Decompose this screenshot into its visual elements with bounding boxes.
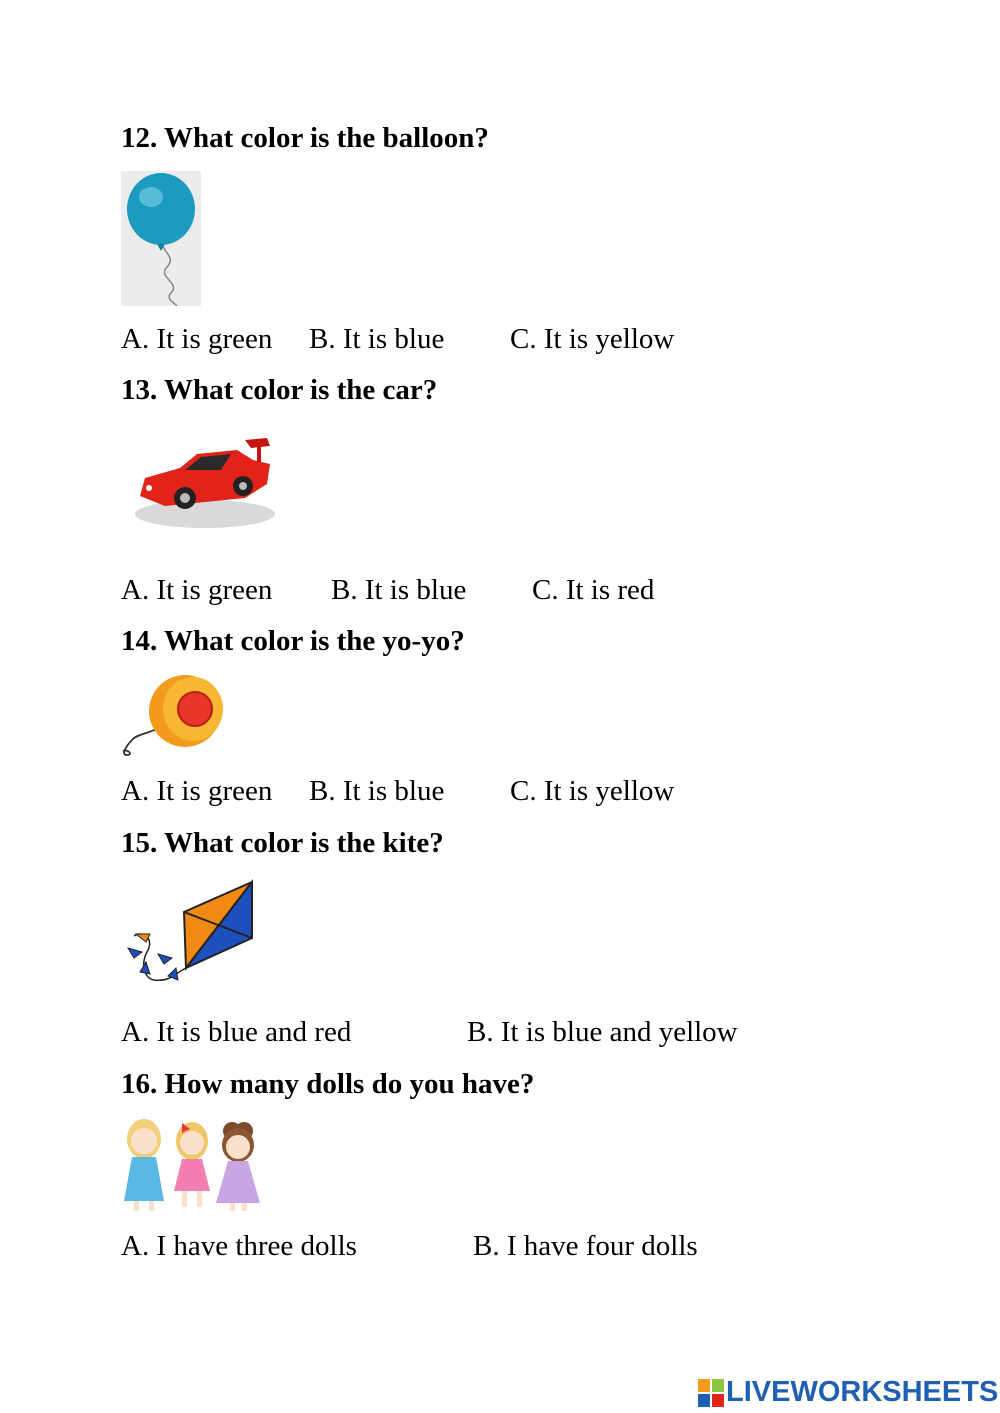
yoyo-image [119,673,229,761]
question-14-option-c[interactable]: C. It is yellow [510,775,675,807]
question-14-title: 14. What color is the yo-yo? [121,625,465,657]
question-14-option-b[interactable]: B. It is blue [309,775,445,807]
question-14-option-a[interactable]: A. It is green [121,775,273,807]
liveworksheets-logo-text: LIVEWORKSHEETS [726,1376,999,1408]
balloon-icon [121,171,201,306]
dolls-icon [120,1117,272,1215]
question-13-option-b[interactable]: B. It is blue [331,574,467,606]
kite-image [124,878,259,990]
question-12-option-b[interactable]: B. It is blue [309,323,445,355]
dolls-image [120,1117,272,1215]
question-16-option-b[interactable]: B. I have four dolls [473,1230,698,1262]
question-13-option-c[interactable]: C. It is red [532,574,655,606]
question-13-title: 13. What color is the car? [121,374,438,406]
yoyo-icon [119,673,229,761]
car-icon [125,426,285,536]
question-15-option-b[interactable]: B. It is blue and yellow [467,1016,738,1048]
car-image [125,426,285,536]
question-12-title: 12. What color is the balloon? [121,122,489,154]
question-15-title: 15. What color is the kite? [121,827,444,859]
question-12-option-a[interactable]: A. It is green [121,323,273,355]
kite-icon [124,878,259,990]
question-12-option-c[interactable]: C. It is yellow [510,323,675,355]
question-16-option-a[interactable]: A. I have three dolls [121,1230,357,1262]
liveworksheets-logo[interactable] [698,1378,998,1407]
question-16-title: 16. How many dolls do you have? [121,1068,535,1100]
question-15-option-a[interactable]: A. It is blue and red [121,1016,352,1048]
liveworksheets-logo-icon [698,1379,724,1407]
question-13-option-a[interactable]: A. It is green [121,574,273,606]
balloon-image [121,171,201,306]
